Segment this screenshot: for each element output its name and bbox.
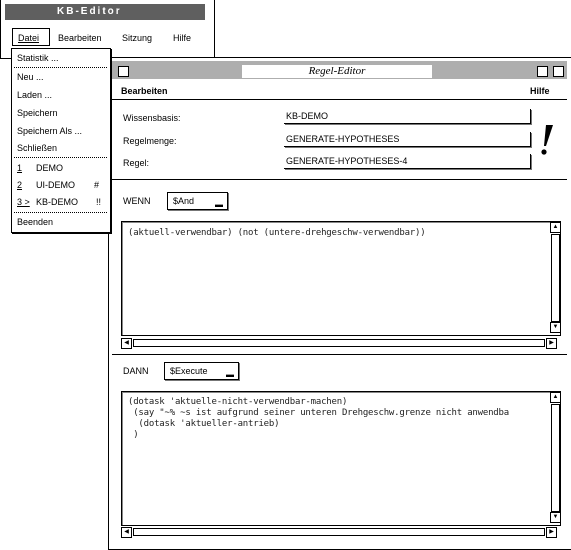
menu-item-speichern[interactable]: Speichern (17, 108, 58, 118)
wenn-vertical-scrollbar[interactable] (550, 222, 560, 332)
window-menu-icon[interactable] (118, 66, 129, 77)
menu-item-recent-3[interactable] (17, 197, 109, 207)
dropdown-icon: ▬ (226, 370, 234, 379)
dann-text-area[interactable] (121, 391, 561, 526)
menu-item-beenden[interactable]: Beenden (17, 217, 54, 227)
wissensbasis-label: Wissensbasis: (123, 113, 181, 123)
editor-title: Regel-Editor (242, 65, 432, 78)
menu-item-neu[interactable]: Neu ... (17, 72, 44, 82)
scroll-left-icon[interactable]: ◀ (121, 527, 132, 538)
menu-separator (14, 67, 107, 68)
editor-titlebar[interactable] (112, 61, 567, 79)
regel-label: Regel: (123, 158, 150, 168)
regel-editor-window (108, 57, 571, 550)
menu-item-speichern-als[interactable]: Speichern Als ... (17, 126, 83, 136)
recent-name: UI-DEMO (36, 180, 75, 190)
recent-name: DEMO (36, 163, 63, 173)
scroll-right-icon[interactable]: ▶ (546, 527, 557, 538)
wenn-operator-menu[interactable] (167, 192, 228, 210)
wenn-operator-value: $And (173, 196, 195, 206)
dann-horizontal-scrollbar[interactable] (121, 527, 557, 536)
editor-menu-hilfe[interactable]: Hilfe (530, 86, 550, 96)
scroll-down-icon[interactable]: ▼ (550, 322, 561, 333)
regel-field[interactable]: GENERATE-HYPOTHESES-4 (284, 154, 531, 169)
scroll-thumb[interactable] (133, 528, 545, 536)
dann-operator-menu[interactable] (164, 362, 239, 380)
dropdown-icon: ▬ (215, 200, 223, 209)
maximize-icon[interactable] (553, 66, 564, 77)
scroll-right-icon[interactable]: ▶ (546, 338, 557, 349)
dann-line: ) (128, 430, 139, 440)
exclamation-icon (537, 124, 557, 156)
scroll-thumb[interactable] (551, 404, 560, 512)
dann-operator-value: $Execute (170, 366, 208, 376)
wenn-text-area[interactable] (121, 221, 561, 336)
editor-menu-bearbeiten[interactable]: Bearbeiten (121, 86, 168, 96)
menu-separator (14, 212, 107, 213)
editor-menubar (112, 81, 567, 100)
recent-number: 3 > (17, 197, 30, 207)
regelmenge-label: Regelmenge: (123, 136, 177, 146)
menu-item-statistik[interactable]: Statistik ... (17, 53, 59, 63)
regelmenge-field[interactable]: GENERATE-HYPOTHESES (284, 132, 531, 147)
dann-label: DANN (123, 366, 149, 376)
menu-item-schliessen[interactable]: Schließen (17, 143, 58, 153)
divider (112, 179, 567, 180)
recent-mark: # (94, 180, 100, 190)
datei-dropdown-menu (11, 48, 111, 233)
recent-number: 1 (17, 163, 23, 173)
menu-bearbeiten[interactable]: Bearbeiten (58, 33, 102, 43)
wenn-label: WENN (123, 196, 151, 206)
dann-vertical-scrollbar[interactable] (550, 392, 560, 522)
wenn-line: (aktuell-verwendbar) (not (untere-drehgeschw-verwendbar)) (128, 228, 426, 238)
menu-datei[interactable]: Datei (18, 33, 40, 43)
minimize-icon[interactable] (537, 66, 548, 77)
scroll-left-icon[interactable]: ◀ (121, 338, 132, 349)
divider (112, 354, 567, 355)
scroll-up-icon[interactable]: ▲ (550, 392, 561, 403)
scroll-thumb[interactable] (551, 234, 560, 322)
menu-item-recent-2[interactable] (17, 180, 109, 190)
menu-hilfe[interactable]: Hilfe (173, 33, 192, 43)
dann-line: (dotask 'aktueller-antrieb) (128, 419, 280, 429)
scroll-up-icon[interactable]: ▲ (550, 222, 561, 233)
wissensbasis-field[interactable]: KB-DEMO (284, 109, 531, 124)
recent-mark: !! (96, 197, 102, 207)
scroll-down-icon[interactable]: ▼ (550, 512, 561, 523)
menu-item-recent-1[interactable] (17, 163, 109, 173)
dann-line: (say "~% ~s ist aufgrund seiner unteren Drehgeschw.grenze nicht anwendba (128, 408, 509, 418)
dann-line: (dotask 'aktuelle-nicht-verwendbar-machen) (128, 397, 348, 407)
menu-separator (14, 157, 107, 158)
menu-sitzung[interactable]: Sitzung (122, 33, 153, 43)
recent-number: 2 (17, 180, 23, 190)
main-window-title: KB-Editor (57, 6, 122, 17)
wenn-horizontal-scrollbar[interactable] (121, 338, 557, 347)
menu-item-laden[interactable]: Laden ... (17, 90, 53, 100)
recent-name: KB-DEMO (36, 197, 79, 207)
scroll-thumb[interactable] (133, 339, 545, 347)
